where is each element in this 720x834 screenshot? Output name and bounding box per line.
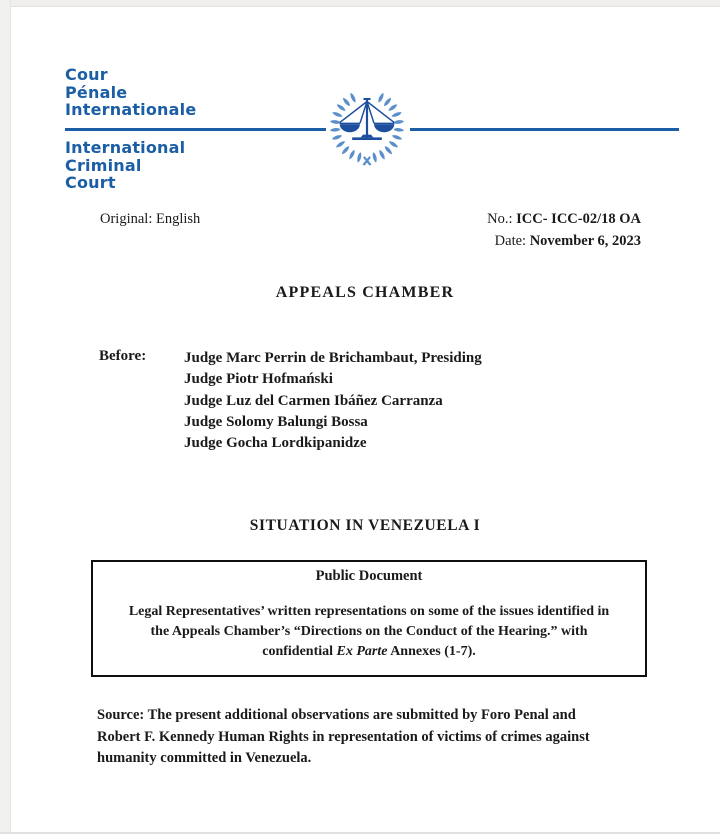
case-number-label: No.:: [487, 211, 517, 227]
filing-title-line: confidential Ex Parte Annexes (1-7).: [262, 644, 476, 659]
date-label: Date:: [494, 233, 530, 249]
org-name-french: [65, 66, 196, 119]
source-line: Robert F. Kennedy Human Rights in representation of victims of crimes against: [97, 728, 590, 745]
classification-label: Public Document: [315, 568, 423, 584]
situation-heading: SITUATION IN VENEZUELA I: [249, 517, 481, 534]
case-number-line: [487, 208, 641, 230]
org-fr-line: Internationale: [65, 100, 197, 119]
icc-emblem-scales-wreath-icon: [326, 89, 408, 167]
judges-list: [184, 348, 482, 454]
scan-edge-left: [0, 0, 11, 834]
date-value: November 6, 2023: [529, 233, 641, 249]
letterhead-rule-left: [65, 128, 326, 131]
judge-name: Judge Luz del Carmen Ibáñez Carranza: [184, 392, 443, 409]
filing-title-line: Legal Representatives’ written representations on some of the issues identified in: [128, 604, 610, 619]
original-language: Original: English: [100, 211, 201, 227]
org-en-line: Court: [65, 173, 116, 192]
chamber-heading: APPEALS CHAMBER: [275, 284, 455, 301]
org-fr-line: Pénale: [65, 82, 128, 102]
org-name-english: [65, 139, 185, 192]
ex-parte-italic: Ex Parte: [336, 644, 388, 659]
org-fr-line: Cour: [65, 65, 108, 84]
scan-edge-top: [0, 0, 720, 7]
org-en-line: Criminal: [65, 155, 142, 175]
judge-name: Judge Piotr Hofmański: [184, 371, 333, 388]
source-paragraph: [97, 705, 649, 770]
case-reference-block: [487, 208, 641, 252]
document-title-box: [91, 560, 647, 677]
judge-name: Judge Gocha Lordkipanidze: [184, 435, 367, 452]
letterhead-rule-right: [410, 128, 679, 131]
case-number-value: ICC- ICC-02/18 OA: [516, 211, 641, 227]
before-label: Before:: [99, 348, 147, 364]
filing-title-line: the Appeals Chamber’s “Directions on the Conduct of the Hearing.” with: [150, 624, 588, 639]
judge-name: Judge Marc Perrin de Brichambaut, Presiding: [184, 350, 482, 366]
date-line: [487, 230, 641, 252]
source-line: Source: The present additional observations are submitted by Foro Penal and: [97, 707, 576, 723]
filing-title: [93, 602, 645, 662]
org-en-line: International: [65, 138, 186, 157]
judge-name: Judge Solomy Balungi Bossa: [184, 413, 368, 430]
source-line: humanity committed in Venezuela.: [97, 750, 312, 766]
